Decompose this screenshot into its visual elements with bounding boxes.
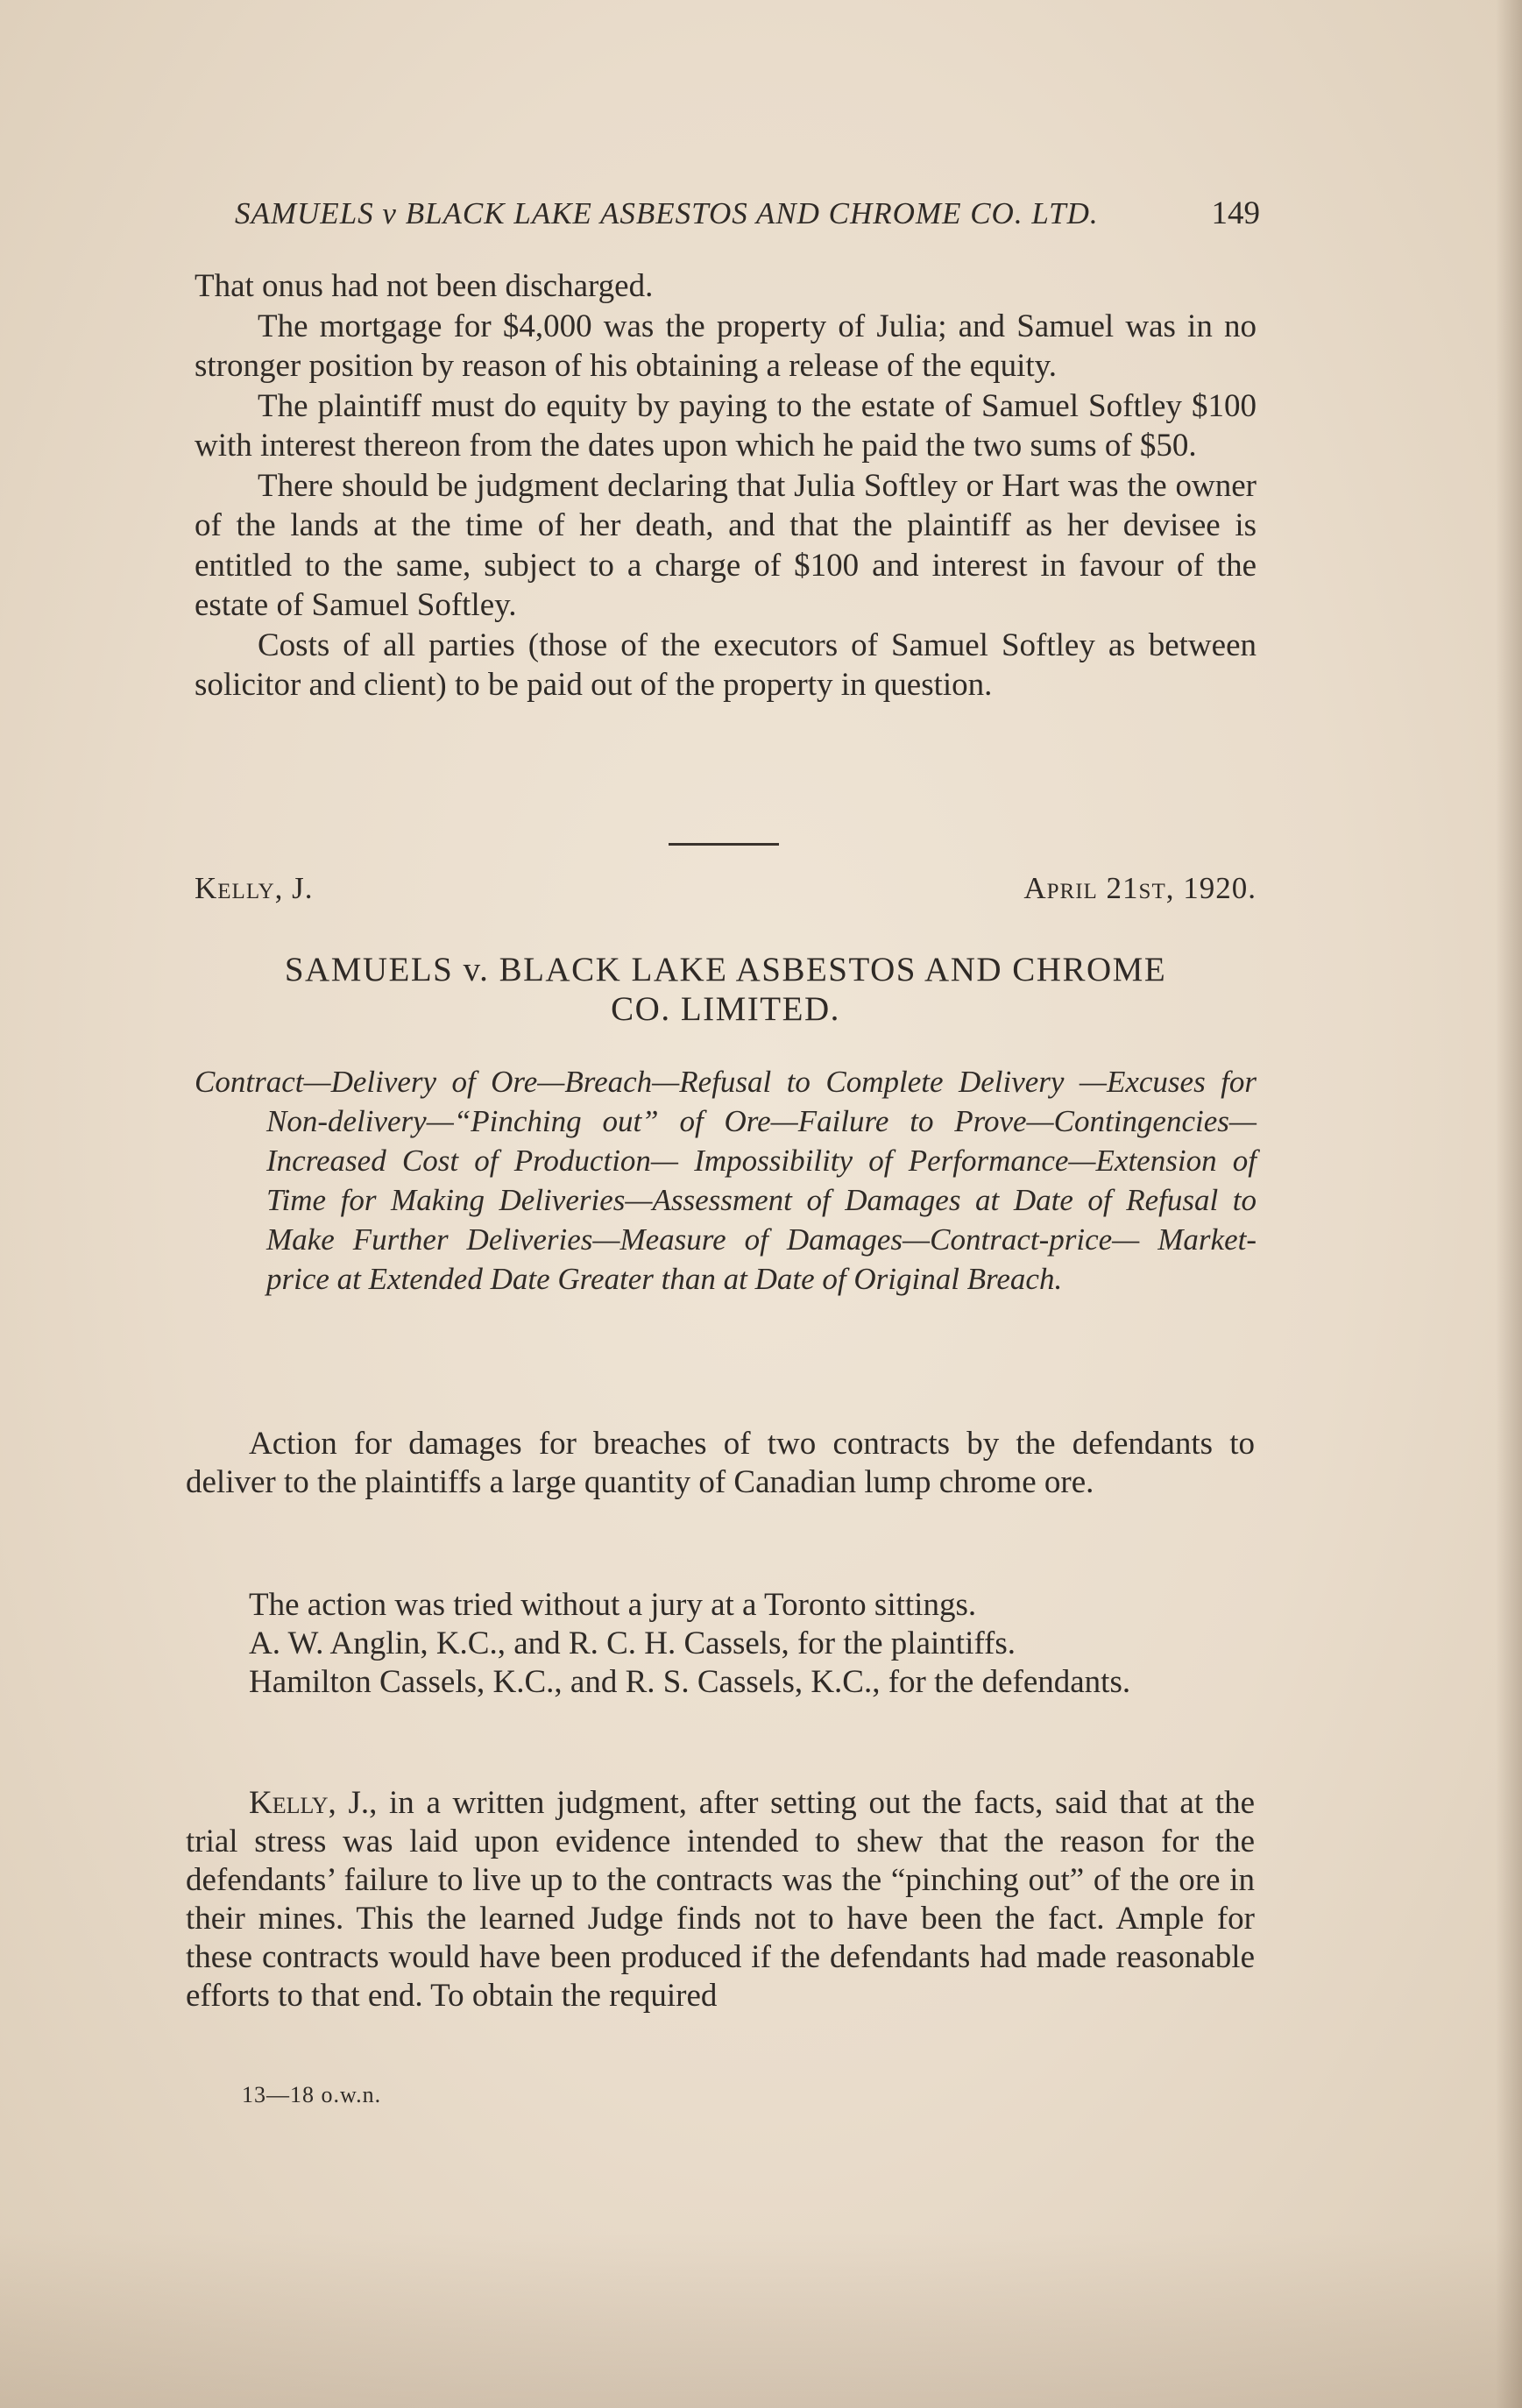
paragraph: Costs of all parties (those of the executors of Samuel Softley as between solicitor and client) to be paid out of the property in question. — [195, 627, 1257, 703]
counsel-plaintiffs: A. W. Anglin, K.C., and R. C. H. Cassels, for the plaintiffs. — [249, 1625, 1016, 1661]
action-summary — [186, 1425, 1255, 1502]
page-edge-shadow — [1496, 0, 1522, 2408]
section-divider — [669, 843, 779, 846]
trial-details — [186, 1586, 1255, 1702]
paragraph: The plaintiff must do equity by paying to the estate of Samuel Softley $100 with interest thereon from the dates upon which he paid the two sums of $50. — [195, 387, 1257, 464]
judgment-paragraph — [186, 1784, 1255, 2015]
action-text: Action for damages for breaches of two contracts by the defendants to deliver to the plaintiffs a large quantity of Canadian lump chrome ore. — [186, 1426, 1255, 1500]
judgment — [186, 1784, 1255, 2015]
trial-text: The action was tried without a jury at a Toronto sittings. — [249, 1587, 977, 1623]
paragraph: That onus had not been discharged. — [195, 268, 654, 304]
case-title — [195, 950, 1257, 1029]
paragraph: There should be judgment declaring that Julia Softley or Hart was the owner of the lands at the time of her death, and that the plaintiff as her devisee is entitled to the same, subject to a charge of $100 and interest in favour of the estate of Samuel Softley. — [195, 467, 1257, 623]
headnote-text: Contract—Delivery of Ore—Breach—Refusal to Complete Delivery —Excuses for Non-delivery—“Pinching out” of Ore—Failure to Prove—Contingencies—Increased Cost of Production— Impossibility of Performance—Extension of Time for Making Deliveries—Assessment of Damages at Date of Refusal to Make Further Deliveries—Measure of Damages—Contract-price— Market-price at Extended Date Greater than at Date of Original Breach. — [195, 1065, 1257, 1296]
page-number: 149 — [1211, 195, 1260, 231]
paragraph: The mortgage for $4,000 was the property of Julia; and Samuel was in no stronger position by reason of his obtaining a release of the equity. — [195, 308, 1257, 384]
case-header-line — [195, 871, 1257, 906]
case-title-line: SAMUELS v. BLACK LAKE ASBESTOS AND CHROME — [284, 951, 1167, 988]
case-title-line: CO. LIMITED. — [611, 990, 840, 1028]
page-bottom-shading — [0, 2233, 1522, 2408]
judgment-judge: Kelly, J. — [249, 1785, 370, 1821]
case-date: April 21st, 1920. — [1023, 871, 1257, 905]
judgment-text: , in a written judgment, after setting out the facts, said that at the trial stress was laid upon evidence intended to shew that the reason for the defendants’ failure to live up to the contracts was the “pinching out” of the ore in their mines. This the learned Judge finds not to have been the fact. Ample for these contracts would have been produced if the defendants had made reasonable efforts to that end. To obtain the required — [186, 1785, 1255, 2014]
counsel-defendants: Hamilton Cassels, K.C., and R. S. Cassels, K.C., for the defendants. — [249, 1664, 1131, 1700]
previous-case-conclusion — [195, 266, 1257, 705]
headnote — [195, 1062, 1257, 1299]
running-head-title: SAMUELS v BLACK LAKE ASBESTOS AND CHROME CO. LTD. — [235, 196, 1099, 230]
running-head — [235, 195, 1260, 232]
judge-name: Kelly, J. — [195, 871, 314, 905]
signature-mark: 13—18 o.w.n. — [242, 2082, 382, 2107]
